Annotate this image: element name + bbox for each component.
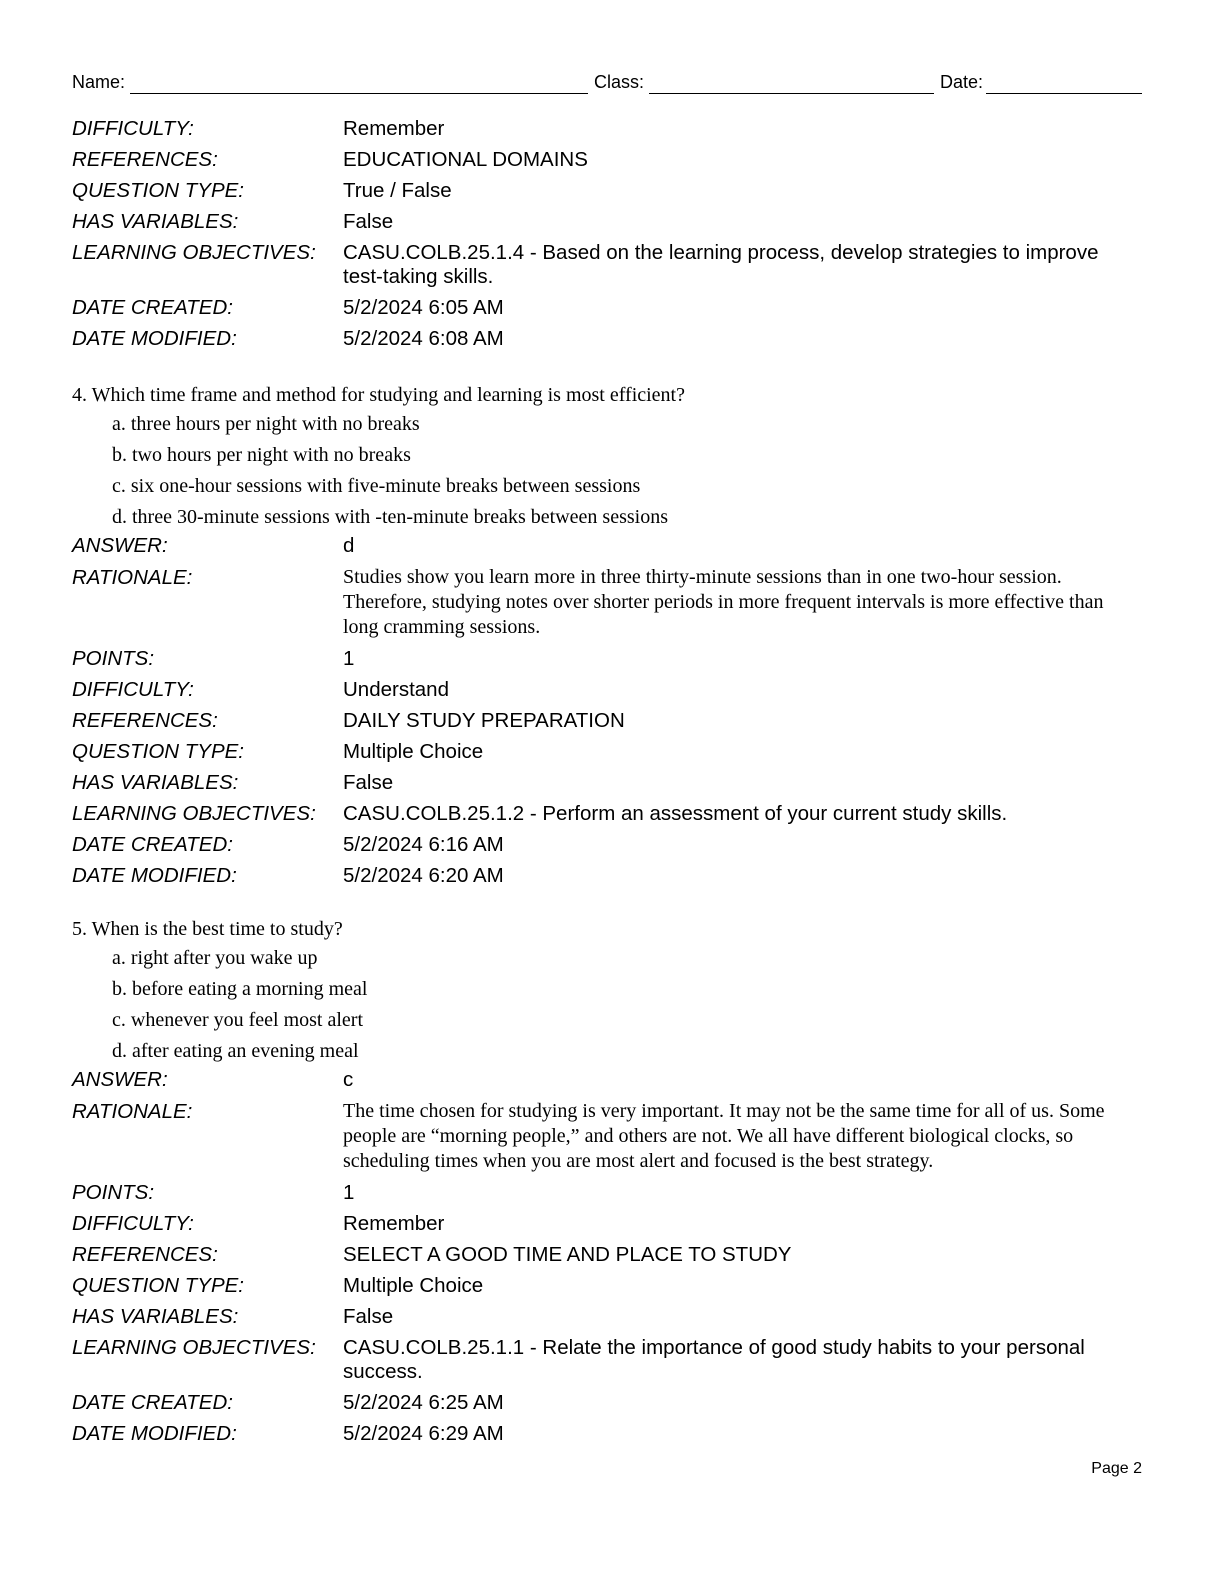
- question-4: [72, 382, 1144, 533]
- meta-value: Remember: [343, 1212, 445, 1235]
- choice-b: b. before eating a morning meal: [112, 978, 368, 1000]
- meta-value: False: [343, 1305, 394, 1328]
- meta-row-learning-objectives: [72, 241, 1144, 289]
- page-number: Page 2: [1091, 1460, 1142, 1477]
- meta-label: DIFFICULTY:: [72, 117, 194, 140]
- meta-row-learning-objectives: [72, 802, 1144, 826]
- meta-label: POINTS:: [72, 647, 155, 670]
- meta-label: DATE CREATED:: [72, 833, 233, 856]
- meta-row-date-modified: [72, 1422, 1144, 1446]
- meta-value: c: [343, 1068, 354, 1091]
- meta-value: 5/2/2024 6:16 AM: [343, 833, 504, 856]
- choice-d: d. three 30-minute sessions with -ten-minute breaks between sessions: [112, 506, 668, 528]
- meta-value: Understand: [343, 678, 449, 701]
- meta-value: 1: [343, 647, 355, 670]
- meta-label: QUESTION TYPE:: [72, 179, 244, 202]
- meta-row-answer: [72, 534, 1144, 558]
- name-label: Name:: [72, 72, 126, 92]
- meta-value: CASU.COLB.25.1.2 - Perform an assessment of your current study skills.: [343, 802, 1008, 825]
- choice-a: a. right after you wake up: [112, 947, 318, 969]
- meta-value: Remember: [343, 117, 445, 140]
- meta-value: DAILY STUDY PREPARATION: [343, 709, 625, 732]
- meta-label: REFERENCES:: [72, 148, 218, 171]
- meta-value: EDUCATIONAL DOMAINS: [343, 148, 588, 171]
- meta-row-rationale: [72, 1099, 1144, 1174]
- meta-value: SELECT A GOOD TIME AND PLACE TO STUDY: [343, 1243, 792, 1266]
- meta-label: LEARNING OBJECTIVES:: [72, 241, 316, 264]
- meta-row-difficulty: [72, 1212, 1144, 1236]
- meta-label: DATE CREATED:: [72, 296, 233, 319]
- meta-label: DATE MODIFIED:: [72, 1422, 237, 1445]
- meta-label: DATE MODIFIED:: [72, 864, 237, 887]
- meta-row-date-modified: [72, 864, 1144, 888]
- meta-value: True / False: [343, 179, 452, 202]
- meta-row-references: [72, 148, 1144, 172]
- meta-row-date-modified: [72, 327, 1144, 351]
- q4-metadata: [72, 534, 1144, 895]
- meta-row-question-type: [72, 1274, 1144, 1298]
- meta-value: False: [343, 771, 394, 794]
- meta-label: ANSWER:: [72, 534, 168, 557]
- meta-value: CASU.COLB.25.1.1 - Relate the importance of good study habits to your personal success.: [343, 1336, 1085, 1383]
- meta-row-points: [72, 647, 1144, 671]
- meta-row-learning-objectives: [72, 1336, 1144, 1384]
- class-field-line: [649, 93, 934, 94]
- meta-row-date-created: [72, 833, 1144, 857]
- meta-label: DIFFICULTY:: [72, 678, 194, 701]
- meta-value: 5/2/2024 6:05 AM: [343, 296, 504, 319]
- meta-value: The time chosen for studying is very important. It may not be the same time for all of us. Some people are “morning people,” and others are not. We all have different biological clocks, so scheduling times when you are most alert and focused is the best strategy.: [343, 1100, 1105, 1172]
- meta-value: 5/2/2024 6:08 AM: [343, 327, 504, 350]
- meta-label: QUESTION TYPE:: [72, 1274, 244, 1297]
- meta-row-difficulty: [72, 678, 1144, 702]
- meta-row-question-type: [72, 179, 1144, 203]
- name-field-line: [130, 93, 588, 94]
- choice-list: [112, 409, 1144, 533]
- question-stem: 4. Which time frame and method for studying and learning is most efficient?: [72, 384, 685, 406]
- date-field-line: [986, 93, 1142, 94]
- meta-value: 1: [343, 1181, 355, 1204]
- q5-metadata: [72, 1068, 1144, 1453]
- choice-c: c. whenever you feel most alert: [112, 1009, 364, 1031]
- meta-label: LEARNING OBJECTIVES:: [72, 1336, 316, 1359]
- meta-value: 5/2/2024 6:25 AM: [343, 1391, 504, 1414]
- meta-label: REFERENCES:: [72, 1243, 218, 1266]
- meta-value: Multiple Choice: [343, 1274, 484, 1297]
- choice-b: b. two hours per night with no breaks: [112, 444, 411, 466]
- meta-row-has-variables: [72, 771, 1144, 795]
- choice-c: c. six one-hour sessions with five-minute breaks between sessions: [112, 475, 641, 497]
- meta-value: 5/2/2024 6:20 AM: [343, 864, 504, 887]
- meta-value: d: [343, 534, 355, 557]
- meta-label: ANSWER:: [72, 1068, 168, 1091]
- meta-row-difficulty: [72, 117, 1144, 141]
- class-label: Class:: [594, 72, 645, 92]
- meta-row-date-created: [72, 1391, 1144, 1415]
- meta-label: HAS VARIABLES:: [72, 771, 239, 794]
- meta-row-date-created: [72, 296, 1144, 320]
- choice-a: a. three hours per night with no breaks: [112, 413, 420, 435]
- meta-value: False: [343, 210, 394, 233]
- meta-row-points: [72, 1181, 1144, 1205]
- meta-value: Multiple Choice: [343, 740, 484, 763]
- meta-label: DATE CREATED:: [72, 1391, 233, 1414]
- meta-value: Studies show you learn more in three thirty-minute sessions than in one two-hour session. Therefore, studying notes over shorter periods in more frequent intervals is more effective than long cramming sessions.: [343, 566, 1104, 638]
- meta-value: 5/2/2024 6:29 AM: [343, 1422, 504, 1445]
- meta-label: RATIONALE:: [72, 566, 193, 589]
- meta-label: POINTS:: [72, 1181, 155, 1204]
- date-label: Date:: [940, 72, 984, 92]
- meta-label: HAS VARIABLES:: [72, 1305, 239, 1328]
- meta-label: REFERENCES:: [72, 709, 218, 732]
- meta-label: QUESTION TYPE:: [72, 740, 244, 763]
- meta-value: CASU.COLB.25.1.4 - Based on the learning process, develop strategies to improve test-taking skills.: [343, 241, 1099, 288]
- meta-row-references: [72, 1243, 1144, 1267]
- meta-row-question-type: [72, 740, 1144, 764]
- meta-row-answer: [72, 1068, 1144, 1092]
- q3-metadata: [72, 117, 1144, 358]
- meta-label: RATIONALE:: [72, 1100, 193, 1123]
- meta-label: DATE MODIFIED:: [72, 327, 237, 350]
- choice-list: [112, 943, 1144, 1067]
- question-5: [72, 916, 1144, 1067]
- meta-row-has-variables: [72, 1305, 1144, 1329]
- choice-d: d. after eating an evening meal: [112, 1040, 359, 1062]
- meta-label: LEARNING OBJECTIVES:: [72, 802, 316, 825]
- page-header: [72, 72, 1143, 96]
- meta-row-references: [72, 709, 1144, 733]
- meta-row-rationale: [72, 565, 1144, 640]
- meta-label: HAS VARIABLES:: [72, 210, 239, 233]
- question-stem: 5. When is the best time to study?: [72, 918, 343, 940]
- meta-label: DIFFICULTY:: [72, 1212, 194, 1235]
- meta-row-has-variables: [72, 210, 1144, 234]
